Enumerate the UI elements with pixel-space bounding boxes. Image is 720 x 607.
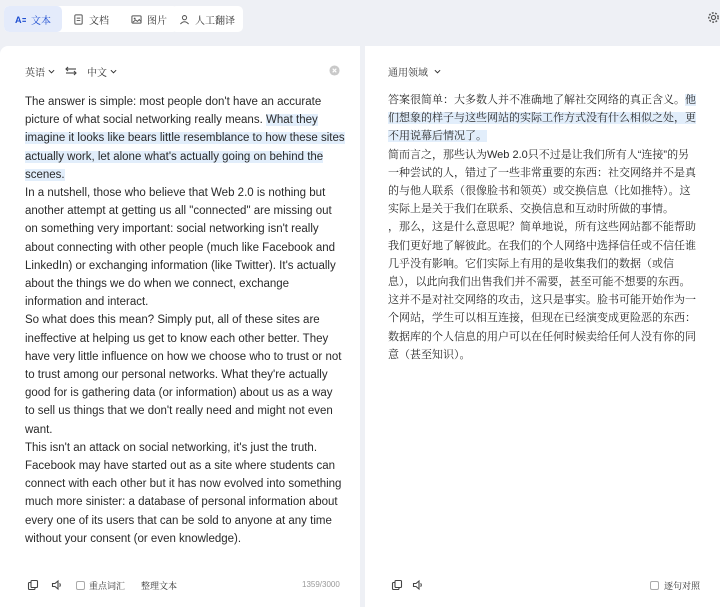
- key-vocab-label: 重点词汇: [89, 580, 126, 591]
- text-translate-icon: [15, 14, 26, 25]
- source-paragraph: [25, 93, 345, 184]
- source-language-label: 英语: [25, 67, 45, 79]
- source-text-input[interactable]: [25, 93, 345, 548]
- gear-icon[interactable]: [707, 11, 720, 24]
- target-bottom-bar: [391, 578, 424, 592]
- tab-image[interactable]: [120, 6, 178, 32]
- domain-bar: [388, 64, 441, 78]
- document-icon: [73, 14, 84, 25]
- tab-text[interactable]: [4, 6, 62, 32]
- source-paragraph: This isn't an attack on social networking, it's just the truth. Facebook may have started out as a site where students can connect with each other but it has now evolved into something much more sinister: a database of personal information about every one of its users that can be sold to anyone at any time without your consent (or even knowledge).: [25, 441, 342, 545]
- source-paragraph: In a nutshell, those who believe that Web 2.0 is nothing but another attempt at getting us all "connected" are missing out on something very important: social networking isn't really about connecting with other people (much like Facebook and LinkedIn) or exchanging information (like Twitter). It's actually about the things we do when we connect, exchange information and interact.: [25, 187, 336, 309]
- target-panel: [365, 46, 720, 607]
- source-panel: [0, 46, 360, 607]
- target-paragraph: 简而言之，那些认为Web 2.0只不过是让我们所有人“连接”的另一种尝试的人，错过了一些非常重要的东西：社交网络并不是真的与他人联系（很像脸书和领英）或交换信息（比如推特）。这实际上是关于我们在联系、交换信息和互动时所做的事情。: [388, 148, 696, 216]
- source-bottom-bar: [27, 578, 177, 592]
- swap-languages-icon[interactable]: [65, 66, 77, 76]
- human-translate-button[interactable]: [171, 6, 243, 32]
- source-language-select[interactable]: [25, 64, 55, 79]
- source-sentence-highlighted: What they imagine it looks like bears little resemblance to how these sites actually work, let alone what's actually going on behind the scenes.: [25, 114, 345, 181]
- copy-icon[interactable]: [391, 579, 403, 591]
- speaker-icon[interactable]: [51, 579, 63, 591]
- source-paragraph: So what does this mean? Simply put, all of these sites are ineffective at helping us get to know each other better. They have very little influence on how we choose who to trust or not to trust among our personal networks. What they're actually good for is gathering data (or information) about us as a way to sell us things that we don't really need and might not even want.: [25, 314, 342, 436]
- mode-tabs: [4, 6, 178, 32]
- chevron-down-icon: [48, 68, 55, 75]
- key-vocab-checkbox[interactable]: [76, 581, 85, 590]
- person-icon: [179, 14, 190, 25]
- chevron-down-icon: [110, 68, 117, 75]
- image-icon: [131, 14, 142, 25]
- translation-output: [388, 91, 700, 364]
- organize-text-button[interactable]: 整理文本: [141, 580, 178, 591]
- domain-select-label: 通用领域: [388, 67, 428, 79]
- target-paragraph: ，那么，这是什么意思呢？简单地说，所有这些网站都不能帮助我们更好地了解彼此。在我们的个人网络中选择信任或不信任谁几乎没有影响。它们实际上有用的是收集我们的数据（或信息），以此向我们出售我们并不需要，甚至可能不想要的东西。: [388, 221, 696, 289]
- svg-text:A: A: [15, 14, 22, 25]
- target-sentence-highlighted: 他们想象的样子与这些网站的实际工作方式没有什么相似之处，更不用说幕后情况了。: [388, 94, 696, 143]
- speaker-icon[interactable]: [412, 579, 424, 591]
- chevron-down-icon: [434, 68, 441, 75]
- sentence-compare-checkbox[interactable]: [650, 581, 659, 590]
- target-language-label: 中文: [87, 67, 107, 79]
- human-translate-label: 人工翻译: [195, 15, 235, 27]
- language-bar: [25, 64, 117, 78]
- sentence-compare-toggle[interactable]: [650, 578, 700, 592]
- target-sentence: 答案很简单：大多数人并不准确地了解社交网络的真正含义。: [388, 94, 685, 106]
- sentence-compare-label: 逐句对照: [664, 580, 701, 591]
- clear-text-icon[interactable]: [329, 65, 340, 76]
- tab-image-label: 图片: [147, 15, 167, 27]
- copy-icon[interactable]: [27, 579, 39, 591]
- source-sentence: The answer is simple: most people don't have an accurate picture of what social networking really means.: [25, 96, 322, 127]
- tab-document-label: 文档: [89, 15, 109, 27]
- tab-document[interactable]: [62, 6, 120, 32]
- domain-select[interactable]: [388, 64, 441, 79]
- top-toolbar: [0, 0, 720, 38]
- target-language-select[interactable]: [87, 64, 117, 79]
- target-paragraph: [388, 91, 700, 146]
- tab-text-label: 文本: [31, 15, 51, 27]
- char-count: 1359/3000: [302, 580, 340, 589]
- target-paragraph: 这并不是对社交网络的攻击，这只是事实。脸书可能开始作为一个网站，学生可以相互连接，但现在已经演变成更险恶的东西：数据库的个人信息的用户可以在任何时候卖给任何人没有你的同意（甚至知识）。: [388, 294, 696, 361]
